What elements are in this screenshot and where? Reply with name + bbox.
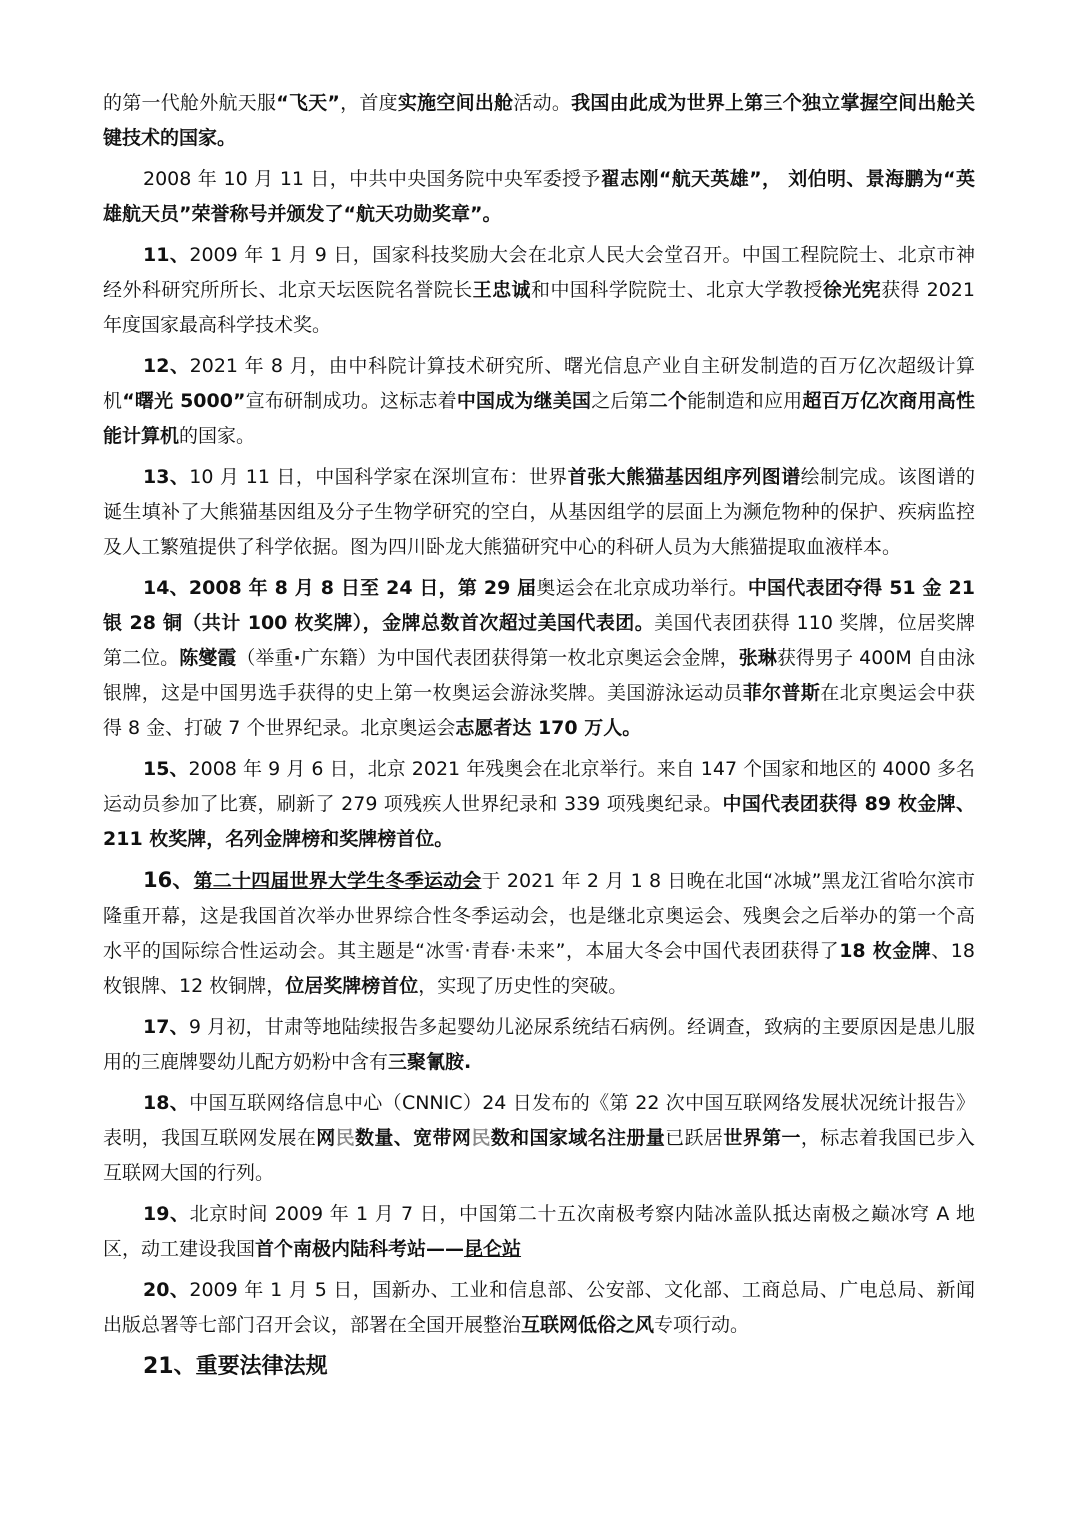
text-run: 15、 xyxy=(143,758,189,780)
text-run: 16、 xyxy=(143,868,194,892)
text-run: 19、 xyxy=(143,1203,190,1225)
text-run: 专项行动。 xyxy=(654,1314,750,1336)
text-run: ，首度 xyxy=(339,92,398,114)
text-run: 获得 2021 年度国家最高科学技术奖。 xyxy=(103,279,975,336)
text-run: 二个 xyxy=(648,390,688,412)
text-run: 中国成为继美国 xyxy=(456,390,592,412)
text-run: 18 枚金牌 xyxy=(839,940,932,962)
text-run: 获得男子 400M 自由泳银牌，这是中国男选手获得的史上第一枚奥运会游泳奖牌。美国游泳运动员 xyxy=(103,647,975,704)
text-run: 宣布研制成功。这标志着 xyxy=(245,390,457,412)
text-run: · xyxy=(293,647,301,669)
text-run: “曙光 5000” xyxy=(122,390,246,412)
text-run: 数和国家域名注册量 xyxy=(490,1127,666,1149)
text-run: 11、 xyxy=(143,244,190,266)
paragraph-item-18 xyxy=(103,1086,975,1191)
paragraph-item-13 xyxy=(103,460,975,565)
text-run: 2008 年 10 月 11 日，中共中央国务院中央军委授予 xyxy=(143,168,601,190)
text-run: 昆仑站 xyxy=(464,1238,522,1260)
text-run: 奥运会在北京成功举行。 xyxy=(536,577,748,599)
text-run: 12、 xyxy=(143,355,190,377)
text-run: 之后第 xyxy=(591,390,649,412)
text-run: 王忠诚 xyxy=(472,279,532,301)
text-run: “飞天” xyxy=(276,92,340,114)
text-run: 第二十四届世界大学生冬季运动会 xyxy=(193,870,482,892)
text-run: 翟志刚“航天英雄”， 刘伯明、景海鹏为“英雄航天员”荣誉称号并颁发了“航天功勋奖章”。 xyxy=(103,168,976,225)
paragraph-item-17 xyxy=(103,1010,975,1080)
section-heading-laws xyxy=(103,1349,975,1384)
paragraph-item-20 xyxy=(103,1273,975,1343)
text-run: 陈燮霞 xyxy=(179,647,237,669)
text-run: 中国代表团夺得 51 金 21 银 28 铜（共计 100 枚奖牌），金牌总数首次超过美国代表团。 xyxy=(103,577,975,634)
text-run: 13、 xyxy=(143,466,190,488)
text-run: 网 xyxy=(316,1127,336,1149)
text-run: 徐光宪 xyxy=(822,279,882,301)
paragraph-astronaut-honors xyxy=(103,162,975,232)
text-run: 9 月初，甘肃等地陆续报告多起婴幼儿泌尿系统结石病例。经调查，致病的主要原因是患儿服用的三鹿牌婴幼儿配方奶粉中含有 xyxy=(103,1016,975,1073)
text-run: 已跃居 xyxy=(665,1127,724,1149)
text-run: 2021 年 8 月，由中科院计算技术研究所、曙光信息产业自主研发制造的百万亿次超级计算机 xyxy=(103,355,975,412)
text-run: 活动。 xyxy=(513,92,572,114)
text-run: ，标志着我国已步入互联网大国的行列。 xyxy=(103,1127,975,1184)
text-run: 2009 年 1 月 5 日，国新办、工业和信息部、公安部、文化部、工商总局、广电总局、新闻出版总署等七部门召开会议，部署在全国开展整治 xyxy=(103,1279,975,1336)
text-run: 广东籍）为中国代表团获得第一枚北京奥运会金牌， xyxy=(300,647,739,669)
text-run: 民 xyxy=(471,1127,491,1149)
text-run: 于 2021 年 2 月 1 8 日晚在北国“冰城”黑龙江省哈尔滨市隆重开幕，这是我国首次举办世界综合性冬季运动会，也是继北京奥运会、残奥会之后举办的第一个高水平的国际综合性运动会。其主题是“冰雪·青春·未来”，本届大冬会中国代表团获得了 xyxy=(103,870,975,962)
text-run: 位居奖牌榜首位 xyxy=(285,975,419,997)
paragraph-item-11 xyxy=(103,238,975,343)
text-run: 18、 xyxy=(143,1092,190,1114)
text-run: 、18 枚银牌、12 枚铜牌， xyxy=(103,940,975,997)
document-body xyxy=(103,86,975,1390)
paragraph-spacesuit xyxy=(103,86,975,156)
text-run: 和中国科学院院士、北京大学教授 xyxy=(531,279,823,301)
text-run: 菲尔普斯 xyxy=(742,682,821,704)
text-run: 志愿者达 170 万人。 xyxy=(455,717,642,739)
text-run: 超百万亿次商用高性能计算机 xyxy=(103,390,975,447)
text-run: 2008 年 9 月 6 日，北京 2021 年残奥会在北京举行。来自 147 个国家和地区的 4000 多名运动员参加了比赛，刷新了 279 项残疾人世界纪录和 339 项残奥纪录。 xyxy=(103,758,975,815)
text-run: 10 月 11 日，中国科学家在深圳宣布：世界 xyxy=(189,466,568,488)
text-run: 首个南极内陆科考站—— xyxy=(255,1238,465,1260)
text-run: 17、 xyxy=(143,1016,189,1038)
text-run: 的国家。 xyxy=(179,425,256,447)
text-run: 世界第一 xyxy=(723,1127,801,1149)
text-run: 2009 年 1 月 9 日，国家科技奖励大会在北京人民大会堂召开。中国工程院院士、北京市神经外科研究所所长、北京天坛医院名誉院长 xyxy=(103,244,975,301)
text-run: 数量、宽带网 xyxy=(355,1127,472,1149)
paragraph-item-16 xyxy=(103,863,975,1004)
text-run: 14、2008 年 8 月 8 日至 24 日，第 29 届 xyxy=(143,577,537,599)
paragraph-item-15 xyxy=(103,752,975,857)
text-run: 民 xyxy=(335,1127,355,1149)
text-run: 北京时间 2009 年 1 月 7 日，中国第二十五次南极考察内陆冰盖队抵达南极之巅冰穹 A 地区，动工建设我国 xyxy=(103,1203,975,1260)
paragraph-item-19 xyxy=(103,1197,975,1267)
text-run: 20、 xyxy=(143,1279,190,1301)
text-run: 绘制完成。该图谱的诞生填补了大熊猫基因组及分子生物学研究的空白，从基因组学的层面上为濒危物种的保护、疾病监控及人工繁殖提供了科学依据。图为四川卧龙大熊猫研究中心的科研人员为大熊猫提取血液样本。 xyxy=(103,466,975,558)
text-run: （举重 xyxy=(236,647,294,669)
paragraph-item-14 xyxy=(103,571,975,746)
text-run: 互联网低俗之风 xyxy=(521,1314,655,1336)
text-run: 我国由此成为世界上第三个独立掌握空间出舱关键技术的国家。 xyxy=(103,92,975,149)
text-run: 在北京奥运会中获得 8 金、打破 7 个世界纪录。北京奥运会 xyxy=(103,682,975,739)
text-run: 美国代表团获得 110 奖牌，位居奖牌第二位。 xyxy=(103,612,975,669)
text-run: 实施空间出舱 xyxy=(397,92,514,114)
text-run: 首张大熊猫基因组序列图谱 xyxy=(567,466,801,488)
text-run: 张琳 xyxy=(738,647,777,669)
text-run: ，实现了历史性的突破。 xyxy=(418,975,628,997)
text-run: 21、重要法律法规 xyxy=(143,1354,328,1379)
text-run: 能制造和应用 xyxy=(687,390,803,412)
text-run: 三聚氰胺. xyxy=(388,1051,472,1073)
text-run: 中国代表团获得 89 枚金牌、211 枚奖牌，名列金牌榜和奖牌榜首位。 xyxy=(103,793,975,850)
paragraph-item-12 xyxy=(103,349,975,454)
text-run: 的第一代舱外航天服 xyxy=(103,92,277,114)
text-run: 中国互联网络信息中心（CNNIC）24 日发布的《第 22 次中国互联网络发展状况统计报告》表明，我国互联网发展在 xyxy=(103,1092,975,1149)
